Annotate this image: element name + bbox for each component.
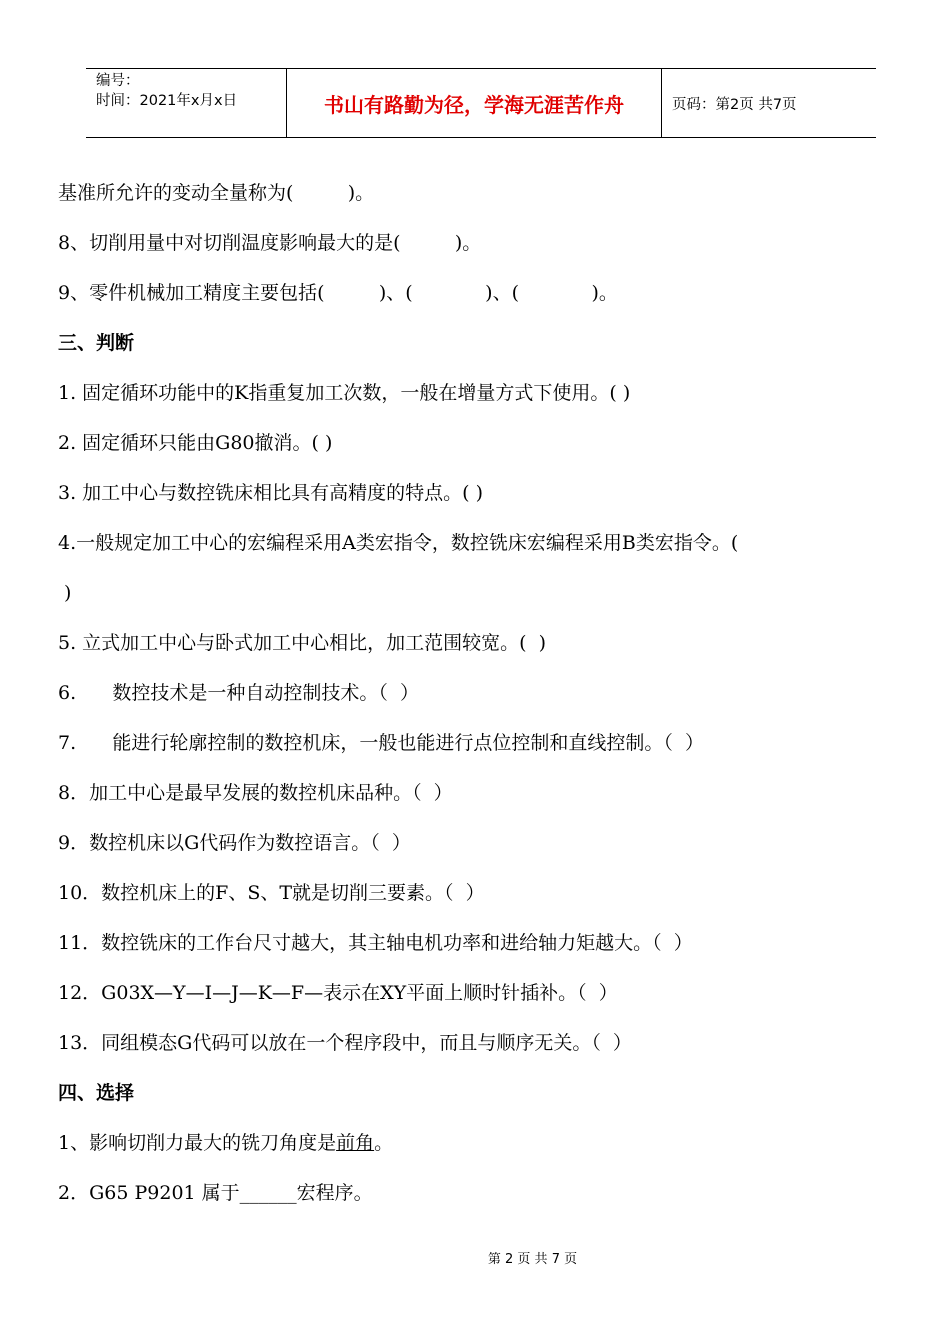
judge-item-5: 5. 立式加工中心与卧式加工中心相比，加工范围较宽。( ) — [58, 632, 547, 654]
header-motto: 书山有路勤为径，学海无涯苦作舟 — [286, 69, 662, 137]
judge-item-4: 4.一般规定加工中心的宏编程采用A类宏指令，数控铣床宏编程采用B类宏指令。( — [58, 532, 739, 554]
fill-blank-9: 9、零件机械加工精度主要包括( )、( )、( )。 — [58, 282, 618, 304]
judge-item-1: 1. 固定循环功能中的K指重复加工次数，一般在增量方式下使用。( ) — [58, 382, 631, 404]
header-page-label: 页码：第2页 共7页 — [672, 96, 797, 113]
judge-item-12: 12．G03X—Y—I—J—K—F—表示在XY平面上顺时针插补。（ ） — [58, 982, 618, 1004]
choice-item-1-answer: 前角 — [336, 1132, 375, 1154]
choice-item-1 — [58, 1130, 393, 1156]
choice-item-1-end: 。 — [374, 1132, 394, 1154]
choice-item-2: 2．G65 P9201 属于______宏程序。 — [58, 1182, 373, 1204]
judge-item-13: 13．同组模态G代码可以放在一个程序段中，而且与顺序无关。（ ） — [58, 1032, 632, 1054]
section-choice-title: 四、选择 — [58, 1082, 135, 1104]
judge-item-2: 2. 固定循环只能由G80撤消。( ) — [58, 432, 333, 454]
judge-item-10: 10．数控机床上的F、S、T就是切削三要素。（ ） — [58, 882, 485, 904]
choice-item-1-text: 1、影响切削力最大的铣刀角度是 — [58, 1132, 337, 1154]
judge-item-6: 6. 数控技术是一种自动控制技术。（ ） — [58, 682, 419, 704]
judge-item-3: 3. 加工中心与数控铣床相比具有高精度的特点。( ) — [58, 482, 484, 504]
time-label: 时间：2021年x月x日 — [96, 93, 238, 109]
judge-item-11: 11．数控铣床的工作台尺寸越大，其主轴电机功率和进给轴力矩越大。（ ） — [58, 932, 693, 954]
number-label: 编号： — [96, 73, 140, 89]
judge-item-9: 9．数控机床以G代码作为数控语言。（ ） — [58, 832, 411, 854]
judge-item-7: 7. 能进行轮廓控制的数控机床，一般也能进行点位控制和直线控制。（ ） — [58, 732, 704, 754]
section-judgement-title: 三、判断 — [58, 332, 135, 354]
fill-blank-8: 8、切削用量中对切削温度影响最大的是( )。 — [58, 232, 482, 254]
judge-item-4-cont: ) — [58, 582, 72, 604]
page-header — [86, 68, 876, 138]
fill-blank-7-cont: 基准所允许的变动全量称为( )。 — [58, 182, 375, 204]
page-footer: 第 2 页 共 7 页 — [487, 1252, 578, 1267]
judge-item-8: 8．加工中心是最早发展的数控机床品种。（ ） — [58, 782, 453, 804]
header-info — [86, 69, 286, 137]
